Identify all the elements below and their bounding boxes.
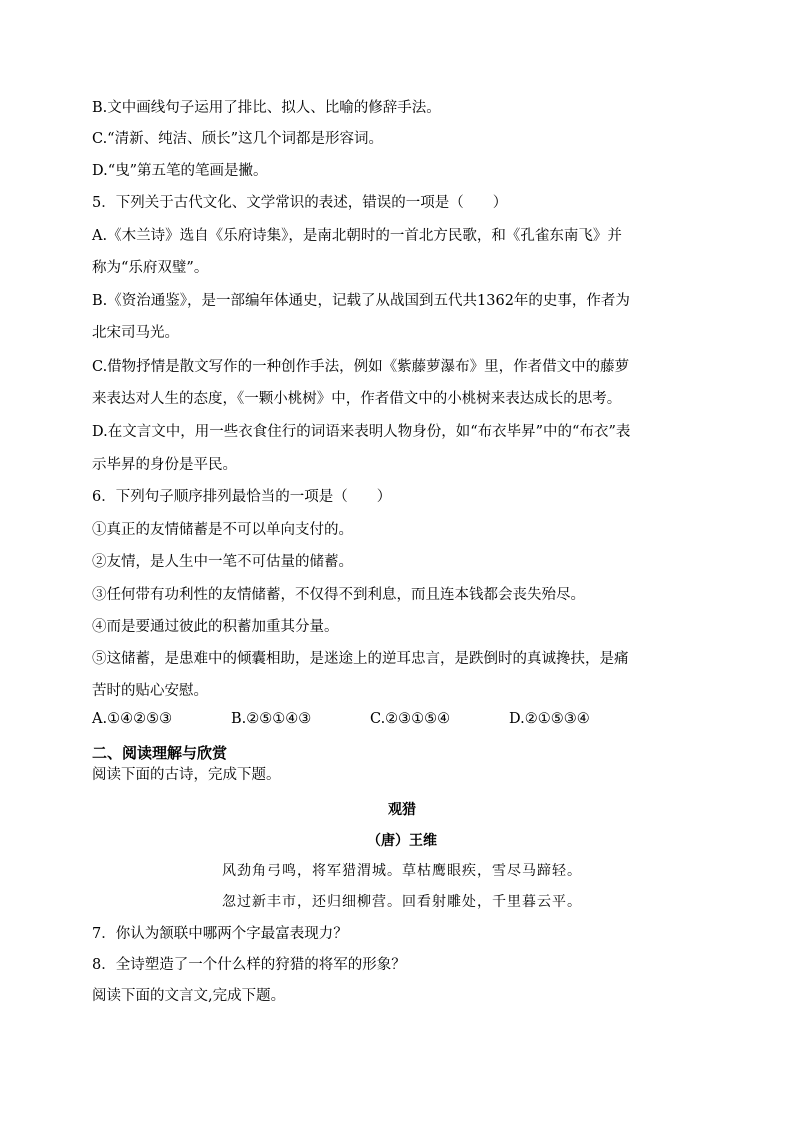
poem-line-2: 忽过新丰市，还归细柳营。回看射雕处，千里暮云平。 bbox=[222, 894, 582, 910]
option-d-q5-line1: D.在文言文中，用一些衣食住行的词语来表明人物身份，如“布衣毕昇”中的“布衣”表 bbox=[92, 424, 631, 440]
question-5: 5．下列关于古代文化、文学常识的表述，错误的一项是（ ） bbox=[92, 195, 508, 211]
poem-author: （唐）王维 bbox=[367, 833, 437, 849]
sentence-5-line1: ⑤这储蓄，是患难中的倾囊相助，是迷途上的逆耳忠言，是跌倒时的真诚搀扶，是痛 bbox=[92, 651, 629, 667]
option-b-q4: B.文中画线句子运用了排比、拟人、比喻的修辞手法。 bbox=[92, 100, 441, 116]
q6-option-a: A.①④②⑤③ bbox=[92, 711, 173, 727]
question-7: 7．你认为颔联中哪两个字最富表现力？ bbox=[92, 926, 348, 942]
option-c-q5-line1: C.借物抒情是散文写作的一种创作手法，例如《紫藤萝瀑布》里，作者借文中的藤萝 bbox=[92, 359, 630, 375]
sentence-4: ④而是要通过彼此的积蓄加重其分量。 bbox=[92, 619, 339, 635]
poem-title: 观猎 bbox=[388, 802, 416, 818]
section-heading: 二、阅读理解与欣赏 bbox=[92, 744, 228, 762]
poem-line-1: 风劲角弓鸣，将军猎渭城。草枯鹰眼疾，雪尽马蹄轻。 bbox=[222, 863, 582, 879]
q6-option-c: C.②③①⑤④ bbox=[370, 711, 451, 727]
option-c-q5-line2: 来表达对人生的态度，《一颗小桃树》中，作者借文中的小桃树来表达成长的思考。 bbox=[92, 391, 622, 407]
question-6: 6．下列句子顺序排列最恰当的一项是（ ） bbox=[92, 489, 392, 505]
sentence-1: ①真正的友情储蓄是不可以单向支付的。 bbox=[92, 522, 353, 538]
sentence-2: ②友情，是人生中一笔不可估量的储蓄。 bbox=[92, 554, 353, 570]
q6-option-b: B.②⑤①④③ bbox=[231, 711, 312, 727]
sentence-5-line2: 苦时的贴心安慰。 bbox=[92, 683, 208, 699]
option-b-q5-line1: B.《资治通鉴》，是一部编年体通史，记载了从战国到五代共1362年的史事，作者为 bbox=[92, 293, 630, 309]
option-a-q5-line1: A.《木兰诗》选自《乐府诗集》，是南北朝时的一首北方民歌，和《孔雀东南飞》并 bbox=[92, 228, 622, 244]
classical-intro: 阅读下面的文言文,完成下题。 bbox=[92, 988, 286, 1004]
option-c-q4: C.“清新、纯洁、颀长”这几个词都是形容词。 bbox=[92, 131, 384, 147]
option-d-q4: D.“曳”第五笔的笔画是撇。 bbox=[92, 163, 268, 179]
poem-intro: 阅读下面的古诗，完成下题。 bbox=[92, 767, 281, 783]
option-a-q5-line2: 称为“乐府双璧”。 bbox=[92, 260, 209, 276]
q6-options bbox=[92, 709, 648, 729]
option-d-q5-line2: 示毕昇的身份是平民。 bbox=[92, 457, 237, 473]
sentence-3: ③任何带有功利性的友情储蓄，不仅得不到利息，而且连本钱都会丧失殆尽。 bbox=[92, 587, 585, 603]
question-8: 8．全诗塑造了一个什么样的狩猎的将军的形象？ bbox=[92, 957, 406, 973]
q6-option-d: D.②①⑤③④ bbox=[509, 711, 590, 727]
option-b-q5-line2: 北宋司马光。 bbox=[92, 325, 179, 341]
